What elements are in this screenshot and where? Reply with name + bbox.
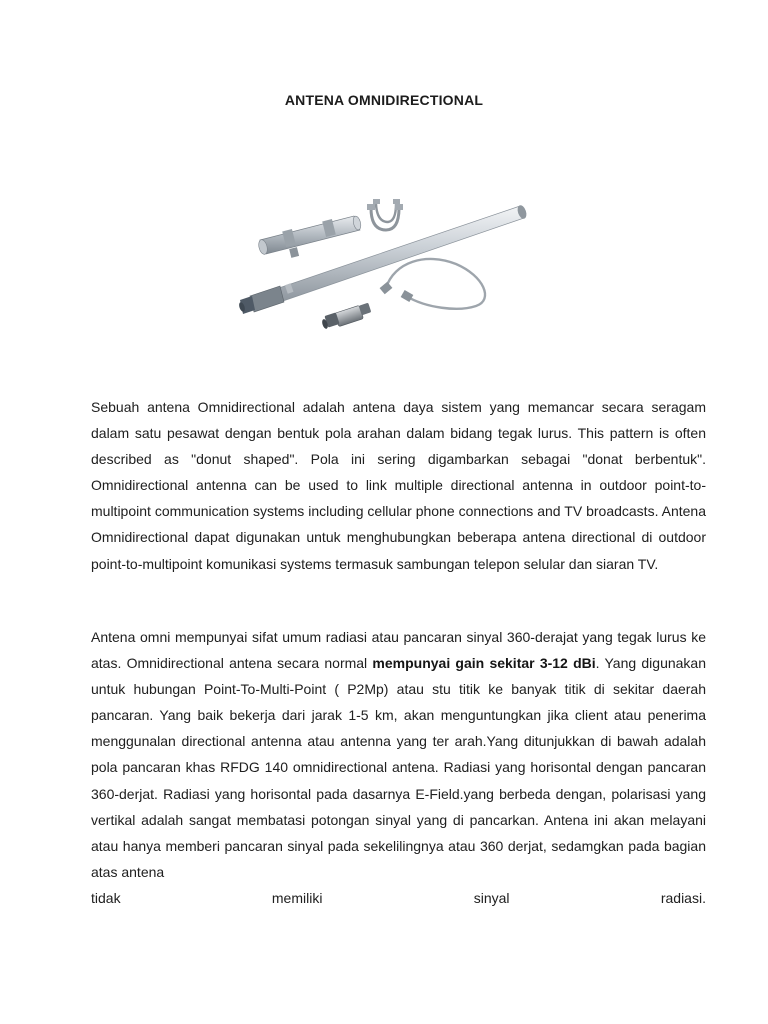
gain-highlight: mempunyai gain sekitar 3-12 dBi [372,655,596,672]
paragraph-1 [91,394,706,577]
coax-cable [380,259,485,309]
paragraph-2-part-b: . Yang digunakan untuk hubungan Point-To-Multi-Point ( P2Mp) atau stu titik ke banyak titik di sekitar daerah pancaran. Yang baik bekerja dari jarak 1-5 km, akan menguntungkan jika client atau penerima menggunalan directional antenna atau antenna yang ter arah.Yang ditunjukkan di bawah adalah pola pancaran khas RFDG 140 omnidirectional antena. Radiasi yang horisontal dengan pancaran 360-derjat. Radiasi yang horisontal pada dasarnya E-Field.yang berbeda dengan, polarisasi yang vertikal adalah sangat membatasi potongan sinyal yang di pancarkan. Antena ini akan melayani atau hanya memberi pancaran sinyal pada sekelilingnya atau 360 derjat, sedamgkan pada bagian atas antena [91,655,706,880]
page-title: ANTENA OMNIDIRECTIONAL [284,92,484,108]
lightning-arrestor [321,303,371,330]
u-bolts [371,204,399,230]
last-line-word: sinyal [473,889,510,906]
mount-bracket [257,215,362,257]
antenna-product-image [236,192,536,337]
paragraph-2 [91,624,706,911]
last-line-word: memiliki [271,889,323,906]
paragraph-2-text [91,624,706,885]
last-line-word: radiasi. [660,889,706,906]
paragraph-2-part-a: Antena omni mempunyai sifat umum radiasi atau pancaran sinyal 360-derajat yang tegak lurus ke atas. Omnidirectional antena secara normal [91,629,706,672]
last-line-word: tidak [91,889,121,906]
paragraph-1-text: Sebuah antena Omnidirectional adalah antena daya sistem yang memancar secara seragam dalam satu pesawat dengan bentuk pola arahan dalam bidang tegak lurus. This pattern is often described as "donut shaped". Pola ini sering digambarkan sebagai "donat berbentuk". Omnidirectional antenna can be used to link multiple directional antenna in outdoor point-to-multipoint communication systems including cellular phone connections and TV broadcasts. Antena Omnidirectional dapat digunakan untuk menghubungkan beberapa antena directional di outdoor point-to-multipoint komunikasi systems termasuk sambungan telepon selular dan siaran TV. [91,399,706,572]
paragraph-2-last-line [91,885,706,911]
